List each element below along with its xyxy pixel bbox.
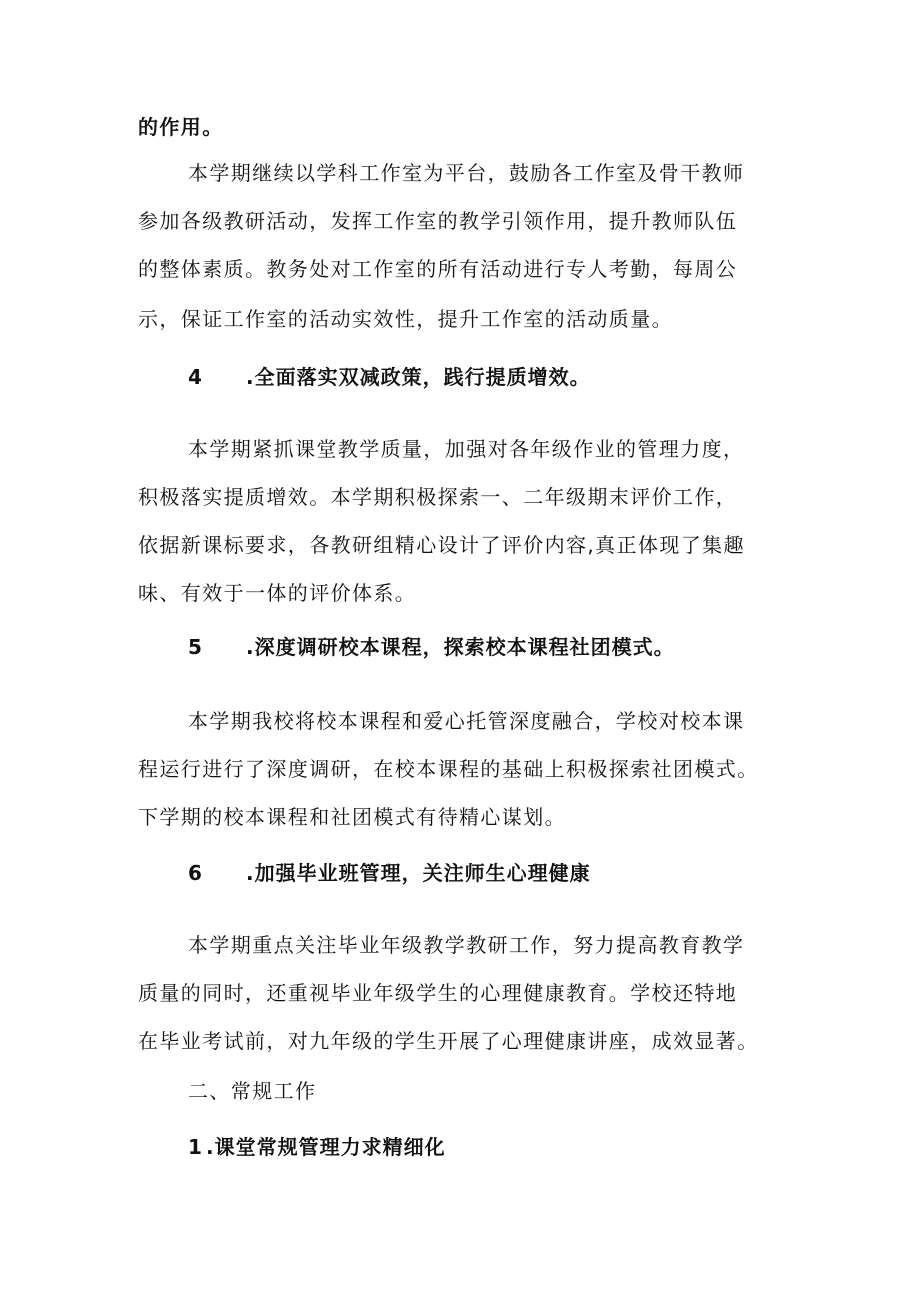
heading-number: 1 xyxy=(188,1135,204,1159)
paragraph-line: 本学期紧抓课堂教学质量，加强对各年级作业的管理力度， xyxy=(188,437,745,461)
section-heading-5 xyxy=(188,634,675,660)
paragraph-line: 的作用。 xyxy=(138,115,224,139)
paragraph-line: 依据新课标要求，各教研组精心设计了评价内容,真正体现了集趣 xyxy=(138,533,745,557)
paragraph-line: 味、有效于一体的评价体系。 xyxy=(138,581,417,605)
heading-number: 6 xyxy=(188,861,204,885)
heading-text: .全面落实双减政策，践行提质增效。 xyxy=(246,365,591,389)
paragraph-line: 的整体素质。教务处对工作室的所有活动进行专人考勤，每周公 xyxy=(138,257,738,281)
paragraph-line: 本学期继续以学科工作室为平台，鼓励各工作室及骨干教师 xyxy=(188,161,745,185)
section-heading-1 xyxy=(188,1134,446,1160)
heading-number: 5 xyxy=(188,635,204,659)
section-heading-4 xyxy=(188,364,591,390)
section-title-routine-work: 二、常规工作 xyxy=(188,1079,317,1103)
paragraph-line: 下学期的校本课程和社团模式有待精心谋划。 xyxy=(138,805,566,829)
heading-text: .课堂常规管理力求精细化 xyxy=(206,1135,446,1159)
paragraph-line: 积极落实提质增效。本学期积极探索一、二年级期末评价工作， xyxy=(138,485,738,509)
paragraph-line: 本学期重点关注毕业年级教学教研工作，努力提高教育教学 xyxy=(188,933,745,957)
heading-text: .深度调研校本课程，探索校本课程社团模式。 xyxy=(246,635,675,659)
paragraph-line: 示，保证工作室的活动实效性，提升工作室的活动质量。 xyxy=(138,307,673,331)
heading-text: .加强毕业班管理，关注师生心理健康 xyxy=(246,861,591,885)
heading-number: 4 xyxy=(188,365,204,389)
paragraph-line: 质量的同时，还重视毕业年级学生的心理健康教育。学校还特地 xyxy=(138,981,738,1005)
paragraph-line: 在毕业考试前，对九年级的学生开展了心理健康讲座，成效显著。 xyxy=(138,1029,759,1053)
paragraph-line: 程运行进行了深度调研，在校本课程的基础上积极探索社团模式。 xyxy=(138,757,759,781)
section-heading-6 xyxy=(188,860,591,886)
paragraph-line: 参加各级教研活动，发挥工作室的教学引领作用，提升教师队伍 xyxy=(138,209,738,233)
paragraph-line: 本学期我校将校本课程和爱心托管深度融合，学校对校本课 xyxy=(188,709,745,733)
